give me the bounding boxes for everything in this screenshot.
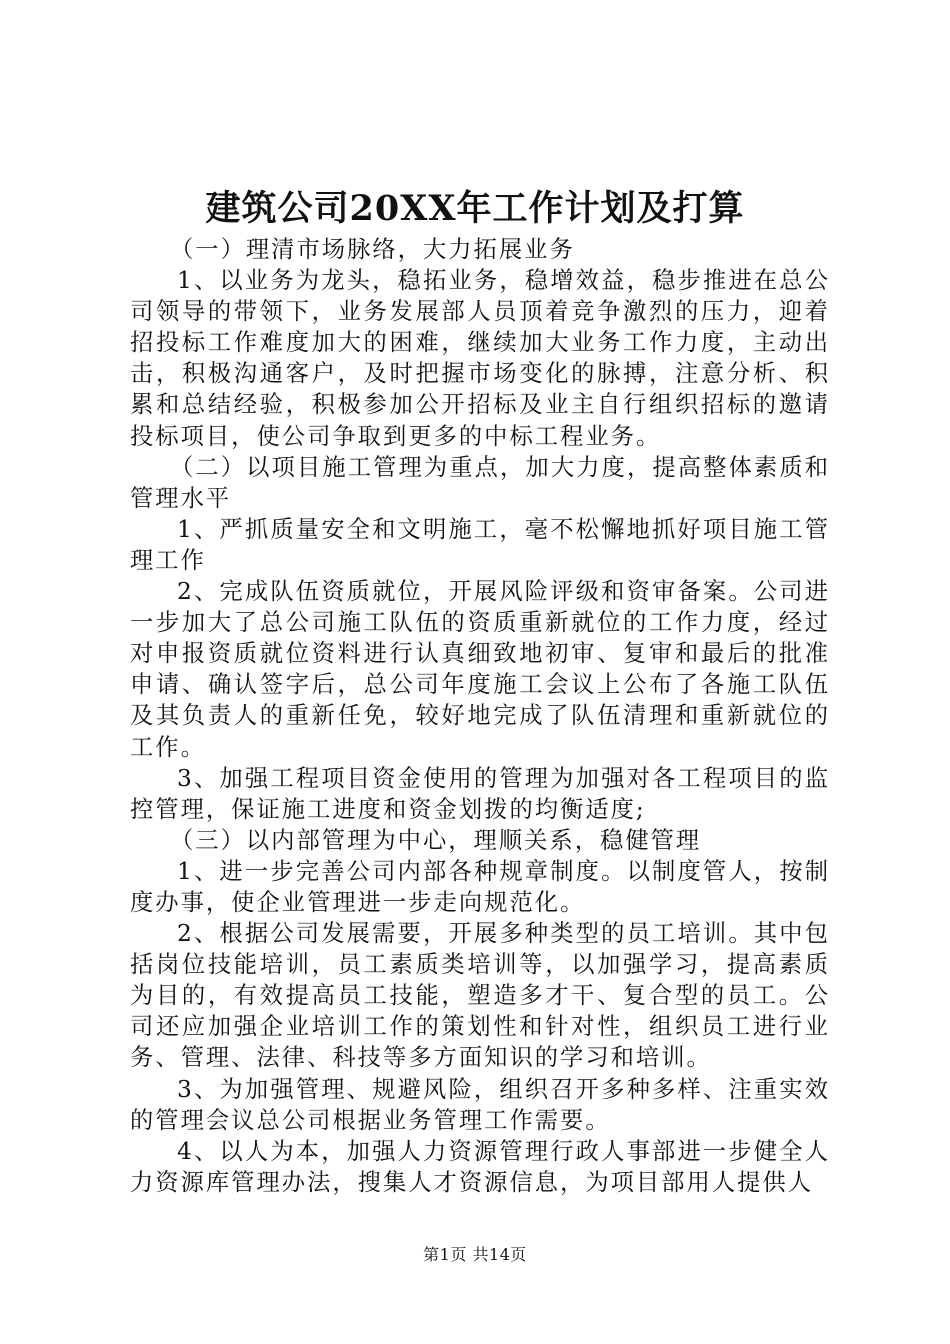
section-heading-1: （一）理清市场脉络，大力拓展业务 <box>170 236 575 263</box>
document-title: 建筑公司20XX年工作计划及打算 <box>205 188 745 229</box>
body-paragraph: 4、以人为本，加强人力资源管理行政人事部进一步健全人力资源库管理办法，搜集人才资源信息，为项目部用人提供人 <box>130 1137 830 1196</box>
section-heading-2: （二）以项目施工管理为重点，加大力度，提高整体素质和管理水平 <box>130 453 830 512</box>
body-paragraph: 2、完成队伍资质就位，开展风险评级和资审备案。公司进一步加大了总公司施工队伍的资质重新就位的工作力度，经过对申报资质就位资料进行认真细致地初审、复审和最后的批准申请、确认签字后，总公司年度施工会议上公布了各施工队伍及其负责人的重新任免，较好地完成了队伍清理和重新就位的工作。 <box>130 578 830 761</box>
body-paragraph: 1、以业务为龙头，稳拓业务，稳增效益，稳步推进在总公司领导的带领下，业务发展部人员顶着竞争激烈的压力，迎着招投标工作难度加大的困难，继续加大业务工作力度，主动出击，积极沟通客户，及时把握市场变化的脉搏，注意分析、积累和总结经验，积极参加公开招标及业主自行组织招标的邀请投标项目，使公司争取到更多的中标工程业务。 <box>130 267 830 450</box>
body-paragraph: 1、进一步完善公司内部各种规章制度。以制度管人，按制度办事，使企业管理进一步走向规范化。 <box>130 857 830 916</box>
section-heading-3: （三）以内部管理为中心，理顺关系，稳健管理 <box>170 826 702 854</box>
body-paragraph: 3、加强工程项目资金使用的管理为加强对各工程项目的监控管理，保证施工进度和资金划拨的均衡适度; <box>130 764 830 823</box>
body-paragraph: 1、严抓质量安全和文明施工，毫不松懈地抓好项目施工管理工作 <box>130 515 830 574</box>
document-body <box>130 234 830 1198</box>
page-number-footer: 第1页 共14页 <box>423 1245 527 1264</box>
body-paragraph: 2、根据公司发展需要，开展多种类型的员工培训。其中包括岗位技能培训，员工素质类培训等，以加强学习，提高素质为目的，有效提高员工技能，塑造多才干、复合型的员工。公司还应加强企业培训工作的策划性和针对性，组织员工进行业务、管理、法律、科技等多方面知识的学习和培训。 <box>130 920 830 1072</box>
body-paragraph: 3、为加强管理、规避风险，组织召开多种多样、注重实效的管理会议总公司根据业务管理工作需要。 <box>130 1075 830 1134</box>
